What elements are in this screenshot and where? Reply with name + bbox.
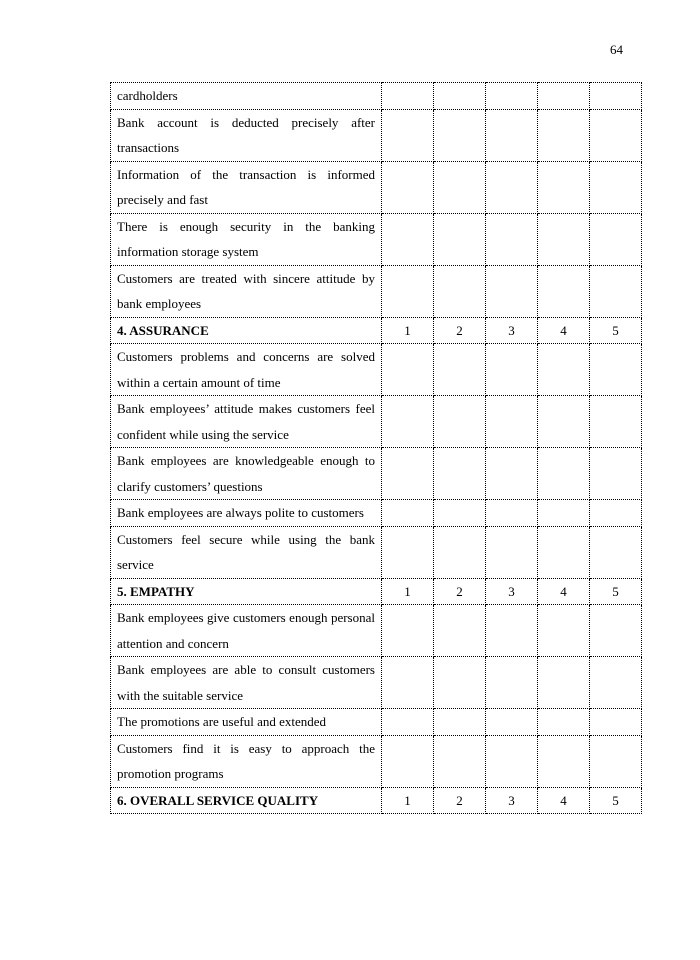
scale-point-5: 5 (590, 787, 642, 814)
rating-cell-1[interactable] (382, 396, 434, 448)
scale-point-1: 1 (382, 578, 434, 605)
statement-text: Bank employees’ attitude makes customers feel confident while using the service (111, 396, 382, 448)
rating-cell-1[interactable] (382, 500, 434, 527)
statement-text: Customers problems and concerns are solved within a certain amount of time (111, 344, 382, 396)
table-row (111, 161, 642, 213)
rating-cell-3[interactable] (486, 213, 538, 265)
scale-point-5: 5 (590, 578, 642, 605)
rating-cell-4[interactable] (538, 605, 590, 657)
table-row (111, 396, 642, 448)
rating-cell-2[interactable] (434, 396, 486, 448)
rating-cell-2[interactable] (434, 161, 486, 213)
scale-point-2: 2 (434, 317, 486, 344)
rating-cell-2[interactable] (434, 735, 486, 787)
rating-cell-1[interactable] (382, 109, 434, 161)
rating-cell-2[interactable] (434, 83, 486, 110)
scale-point-4: 4 (538, 578, 590, 605)
rating-cell-1[interactable] (382, 161, 434, 213)
scale-point-1: 1 (382, 317, 434, 344)
rating-cell-4[interactable] (538, 83, 590, 110)
rating-cell-1[interactable] (382, 605, 434, 657)
statement-text: The promotions are useful and extended (111, 709, 382, 736)
rating-cell-2[interactable] (434, 344, 486, 396)
rating-cell-4[interactable] (538, 161, 590, 213)
rating-cell-2[interactable] (434, 657, 486, 709)
rating-cell-3[interactable] (486, 161, 538, 213)
rating-cell-5[interactable] (590, 526, 642, 578)
rating-cell-4[interactable] (538, 500, 590, 527)
rating-cell-1[interactable] (382, 709, 434, 736)
section-title: 5. EMPATHY (111, 578, 382, 605)
rating-cell-3[interactable] (486, 500, 538, 527)
rating-cell-4[interactable] (538, 735, 590, 787)
scale-point-5: 5 (590, 317, 642, 344)
rating-cell-3[interactable] (486, 709, 538, 736)
rating-cell-4[interactable] (538, 265, 590, 317)
rating-cell-3[interactable] (486, 448, 538, 500)
scale-point-4: 4 (538, 317, 590, 344)
rating-cell-2[interactable] (434, 109, 486, 161)
rating-cell-3[interactable] (486, 735, 538, 787)
rating-cell-5[interactable] (590, 344, 642, 396)
scale-point-1: 1 (382, 787, 434, 814)
rating-cell-1[interactable] (382, 265, 434, 317)
rating-cell-5[interactable] (590, 735, 642, 787)
rating-cell-3[interactable] (486, 396, 538, 448)
rating-cell-2[interactable] (434, 265, 486, 317)
rating-cell-3[interactable] (486, 344, 538, 396)
table-row (111, 265, 642, 317)
statement-text: Customers find it is easy to approach the promotion programs (111, 735, 382, 787)
page-number: 64 (610, 42, 623, 57)
rating-cell-2[interactable] (434, 448, 486, 500)
rating-cell-5[interactable] (590, 448, 642, 500)
table-row (111, 657, 642, 709)
rating-cell-4[interactable] (538, 709, 590, 736)
statement-text: Bank account is deducted precisely after transactions (111, 109, 382, 161)
rating-cell-2[interactable] (434, 526, 486, 578)
rating-cell-5[interactable] (590, 109, 642, 161)
rating-cell-1[interactable] (382, 344, 434, 396)
section-header-row (111, 578, 642, 605)
table-row (111, 344, 642, 396)
survey-table (110, 82, 642, 814)
section-header-row (111, 787, 642, 814)
rating-cell-5[interactable] (590, 605, 642, 657)
rating-cell-4[interactable] (538, 344, 590, 396)
statement-text: Bank employees give customers enough personal attention and concern (111, 605, 382, 657)
section-title: 4. ASSURANCE (111, 317, 382, 344)
rating-cell-4[interactable] (538, 448, 590, 500)
table-row (111, 83, 642, 110)
statement-text: There is enough security in the banking information storage system (111, 213, 382, 265)
rating-cell-2[interactable] (434, 500, 486, 527)
scale-point-3: 3 (486, 317, 538, 344)
table-row (111, 605, 642, 657)
statement-text: Bank employees are knowledgeable enough to clarify customers’ questions (111, 448, 382, 500)
statement-text: Customers feel secure while using the bank service (111, 526, 382, 578)
rating-cell-3[interactable] (486, 83, 538, 110)
scale-point-4: 4 (538, 787, 590, 814)
rating-cell-5[interactable] (590, 500, 642, 527)
statement-text: Bank employees are always polite to customers (111, 500, 382, 527)
table-row (111, 526, 642, 578)
table-row (111, 500, 642, 527)
rating-cell-5[interactable] (590, 396, 642, 448)
rating-cell-3[interactable] (486, 265, 538, 317)
rating-cell-4[interactable] (538, 396, 590, 448)
section-title: 6. OVERALL SERVICE QUALITY (111, 787, 382, 814)
rating-cell-2[interactable] (434, 605, 486, 657)
rating-cell-1[interactable] (382, 83, 434, 110)
rating-cell-1[interactable] (382, 526, 434, 578)
rating-cell-1[interactable] (382, 657, 434, 709)
rating-cell-3[interactable] (486, 526, 538, 578)
rating-cell-5[interactable] (590, 709, 642, 736)
rating-cell-4[interactable] (538, 526, 590, 578)
scale-point-3: 3 (486, 578, 538, 605)
scale-point-3: 3 (486, 787, 538, 814)
rating-cell-3[interactable] (486, 605, 538, 657)
rating-cell-1[interactable] (382, 735, 434, 787)
table-row (111, 213, 642, 265)
statement-text: Bank employees are able to consult customers with the suitable service (111, 657, 382, 709)
rating-cell-2[interactable] (434, 709, 486, 736)
rating-cell-4[interactable] (538, 109, 590, 161)
rating-cell-5[interactable] (590, 265, 642, 317)
rating-cell-4[interactable] (538, 657, 590, 709)
rating-cell-1[interactable] (382, 213, 434, 265)
rating-cell-2[interactable] (434, 213, 486, 265)
statement-text: Information of the transaction is informed precisely and fast (111, 161, 382, 213)
statement-text: cardholders (111, 83, 382, 110)
statement-text: Customers are treated with sincere attitude by bank employees (111, 265, 382, 317)
rating-cell-5[interactable] (590, 657, 642, 709)
rating-cell-3[interactable] (486, 109, 538, 161)
table-row (111, 109, 642, 161)
scale-point-2: 2 (434, 578, 486, 605)
rating-cell-3[interactable] (486, 657, 538, 709)
scale-point-2: 2 (434, 787, 486, 814)
table-row (111, 735, 642, 787)
rating-cell-5[interactable] (590, 161, 642, 213)
rating-cell-4[interactable] (538, 213, 590, 265)
rating-cell-1[interactable] (382, 448, 434, 500)
survey-table-body (111, 83, 642, 814)
section-header-row (111, 317, 642, 344)
table-row (111, 448, 642, 500)
rating-cell-5[interactable] (590, 213, 642, 265)
table-row (111, 709, 642, 736)
rating-cell-5[interactable] (590, 83, 642, 110)
